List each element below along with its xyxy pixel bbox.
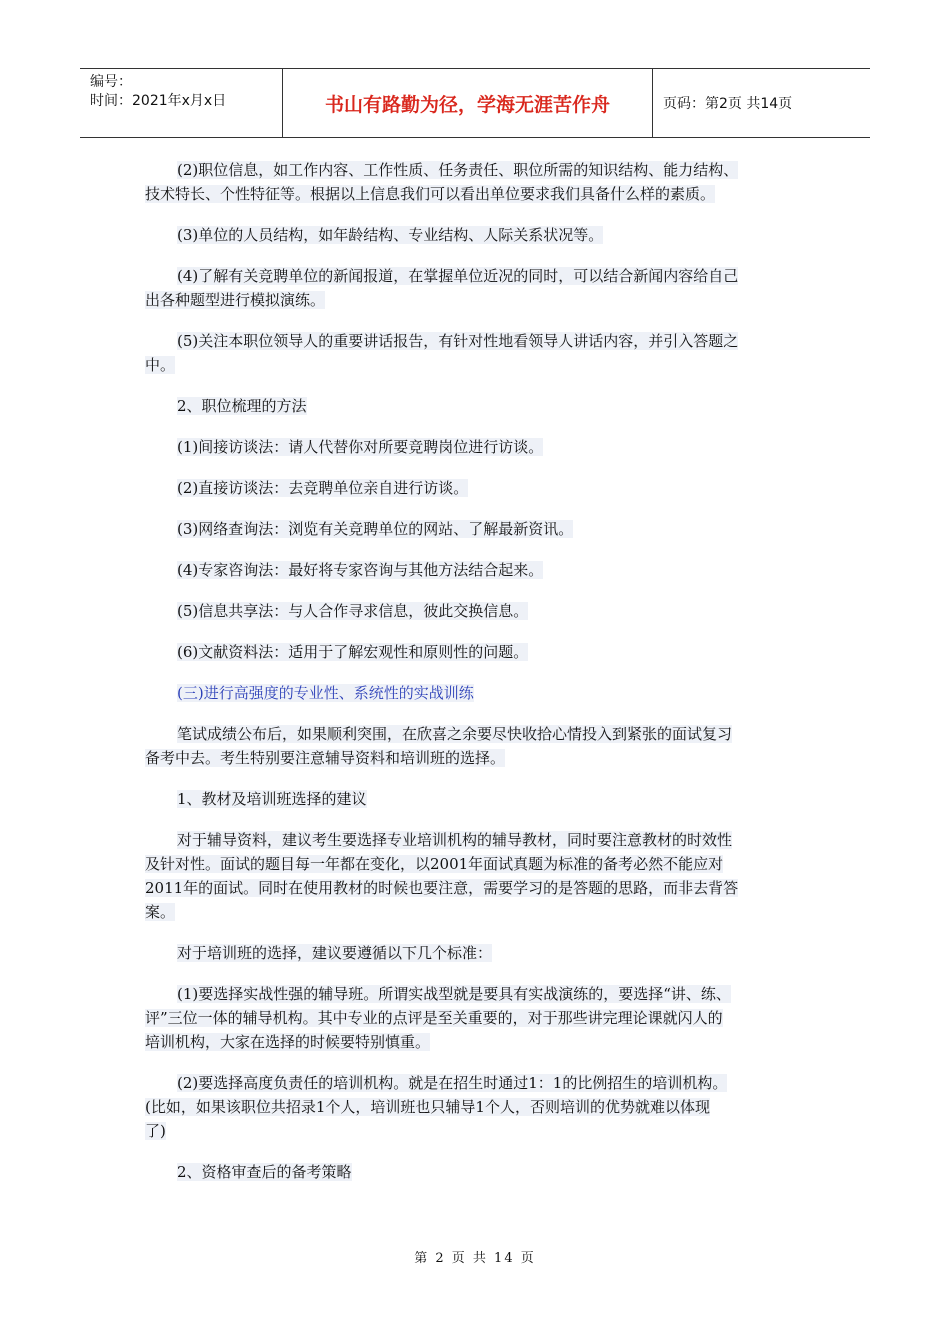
- paragraph: [145, 599, 813, 623]
- paragraph: [145, 640, 813, 664]
- paragraph: [145, 1071, 813, 1143]
- para-line: 培训机构，大家在选择的时候要特别慎重。: [145, 1033, 431, 1051]
- paragraph: [145, 264, 813, 312]
- header-meta: [80, 69, 282, 137]
- paragraph: [145, 941, 813, 965]
- page-footer: 第 2 页 共 14 页: [414, 1251, 536, 1266]
- para-line: 案。: [145, 903, 176, 921]
- para-line: 笔试成绩公布后，如果顺利突围，在欣喜之余要尽快收拾心情投入到紧张的面试复习: [177, 725, 733, 743]
- section-heading: [145, 787, 813, 811]
- para-line: (5)关注本职位领导人的重要讲话报告，有针对性地看领导人讲话内容，并引入答题之: [177, 332, 739, 350]
- para-line: 2、资格审查后的备考策略: [177, 1163, 352, 1181]
- header-table: [80, 68, 870, 138]
- para-line: 评”三位一体的辅导机构。其中专业的点评是至关重要的，对于那些讲完理论课就闪人的: [145, 1009, 723, 1027]
- para-line: (1)要选择实战性强的辅导班。所谓实战型就是要具有实战演练的，要选择“讲、练、: [177, 985, 731, 1003]
- paragraph: [145, 722, 813, 770]
- para-line: (2)直接访谈法：去竞聘单位亲自进行访谈。: [177, 479, 469, 497]
- document-body: [145, 158, 813, 1201]
- para-line: (4)专家咨询法：最好将专家咨询与其他方法结合起来。: [177, 561, 544, 579]
- para-line: 对于培训班的选择，建议要遵循以下几个标准：: [177, 944, 493, 962]
- para-line: 1、教材及培训班选择的建议: [177, 790, 367, 808]
- para-line: (三)进行高强度的专业性、系统性的实战训练: [177, 684, 474, 702]
- paragraph: [145, 828, 813, 924]
- para-line: 及针对性。面试的题目每一年都在变化，以2001年面试真题为标准的备考必然不能应对: [145, 855, 724, 873]
- para-line: 备考中去。考生特别要注意辅导资料和培训班的选择。: [145, 749, 506, 767]
- para-line: (比如，如果该职位共招录1个人，培训班也只辅导1个人，否则培训的优势就难以体现: [145, 1098, 710, 1116]
- para-line: 2、职位梳理的方法: [177, 397, 307, 415]
- paragraph: [145, 517, 813, 541]
- para-line: (2)要选择高度负责任的培训机构。就是在招生时通过1：1的比例招生的培训机构。: [177, 1074, 728, 1092]
- para-line: (1)间接访谈法：请人代替你对所要竞聘岗位进行访谈。: [177, 438, 544, 456]
- paragraph: [145, 982, 813, 1054]
- para-line: 对于辅导资料，建议考生要选择专业培训机构的辅导教材，同时要注意教材的时效性: [177, 831, 733, 849]
- paragraph: [145, 223, 813, 247]
- header-motto: 书山有路勤为径，学海无涯苦作舟: [282, 69, 653, 137]
- para-line: 2011年的面试。同时在使用教材的时候也要注意，需要学习的是答题的思路，而非去背答: [145, 879, 739, 897]
- para-line: 了): [145, 1122, 166, 1140]
- para-line: (3)网络查询法：浏览有关竞聘单位的网站、了解最新资讯。: [177, 520, 574, 538]
- date-label: 时间：2021年x月x日: [90, 93, 227, 109]
- paragraph: [145, 435, 813, 459]
- doc-number-label: 编号：: [90, 74, 132, 90]
- para-line: 中。: [145, 356, 176, 374]
- section-heading-blue: [145, 681, 813, 705]
- para-line: (4)了解有关竞聘单位的新闻报道，在掌握单位近况的同时，可以结合新闻内容给自己: [177, 267, 739, 285]
- header-page-info: 页码：第2页 共14页: [663, 96, 793, 112]
- para-line: 出各种题型进行模拟演练。: [145, 291, 326, 309]
- section-heading: [145, 394, 813, 418]
- paragraph: [145, 558, 813, 582]
- para-line: (6)文献资料法：适用于了解宏观性和原则性的问题。: [177, 643, 529, 661]
- paragraph: [145, 329, 813, 377]
- para-line: (2)职位信息，如工作内容、工作性质、任务责任、职位所需的知识结构、能力结构、: [177, 161, 739, 179]
- para-line: (3)单位的人员结构，如年龄结构、专业结构、人际关系状况等。: [177, 226, 604, 244]
- para-line: 技术特长、个性特征等。根据以上信息我们可以看出单位要求我们具备什么样的素质。: [145, 185, 716, 203]
- para-line: (5)信息共享法：与人合作寻求信息，彼此交换信息。: [177, 602, 529, 620]
- paragraph: [145, 158, 813, 206]
- paragraph: [145, 476, 813, 500]
- section-heading: [145, 1160, 813, 1184]
